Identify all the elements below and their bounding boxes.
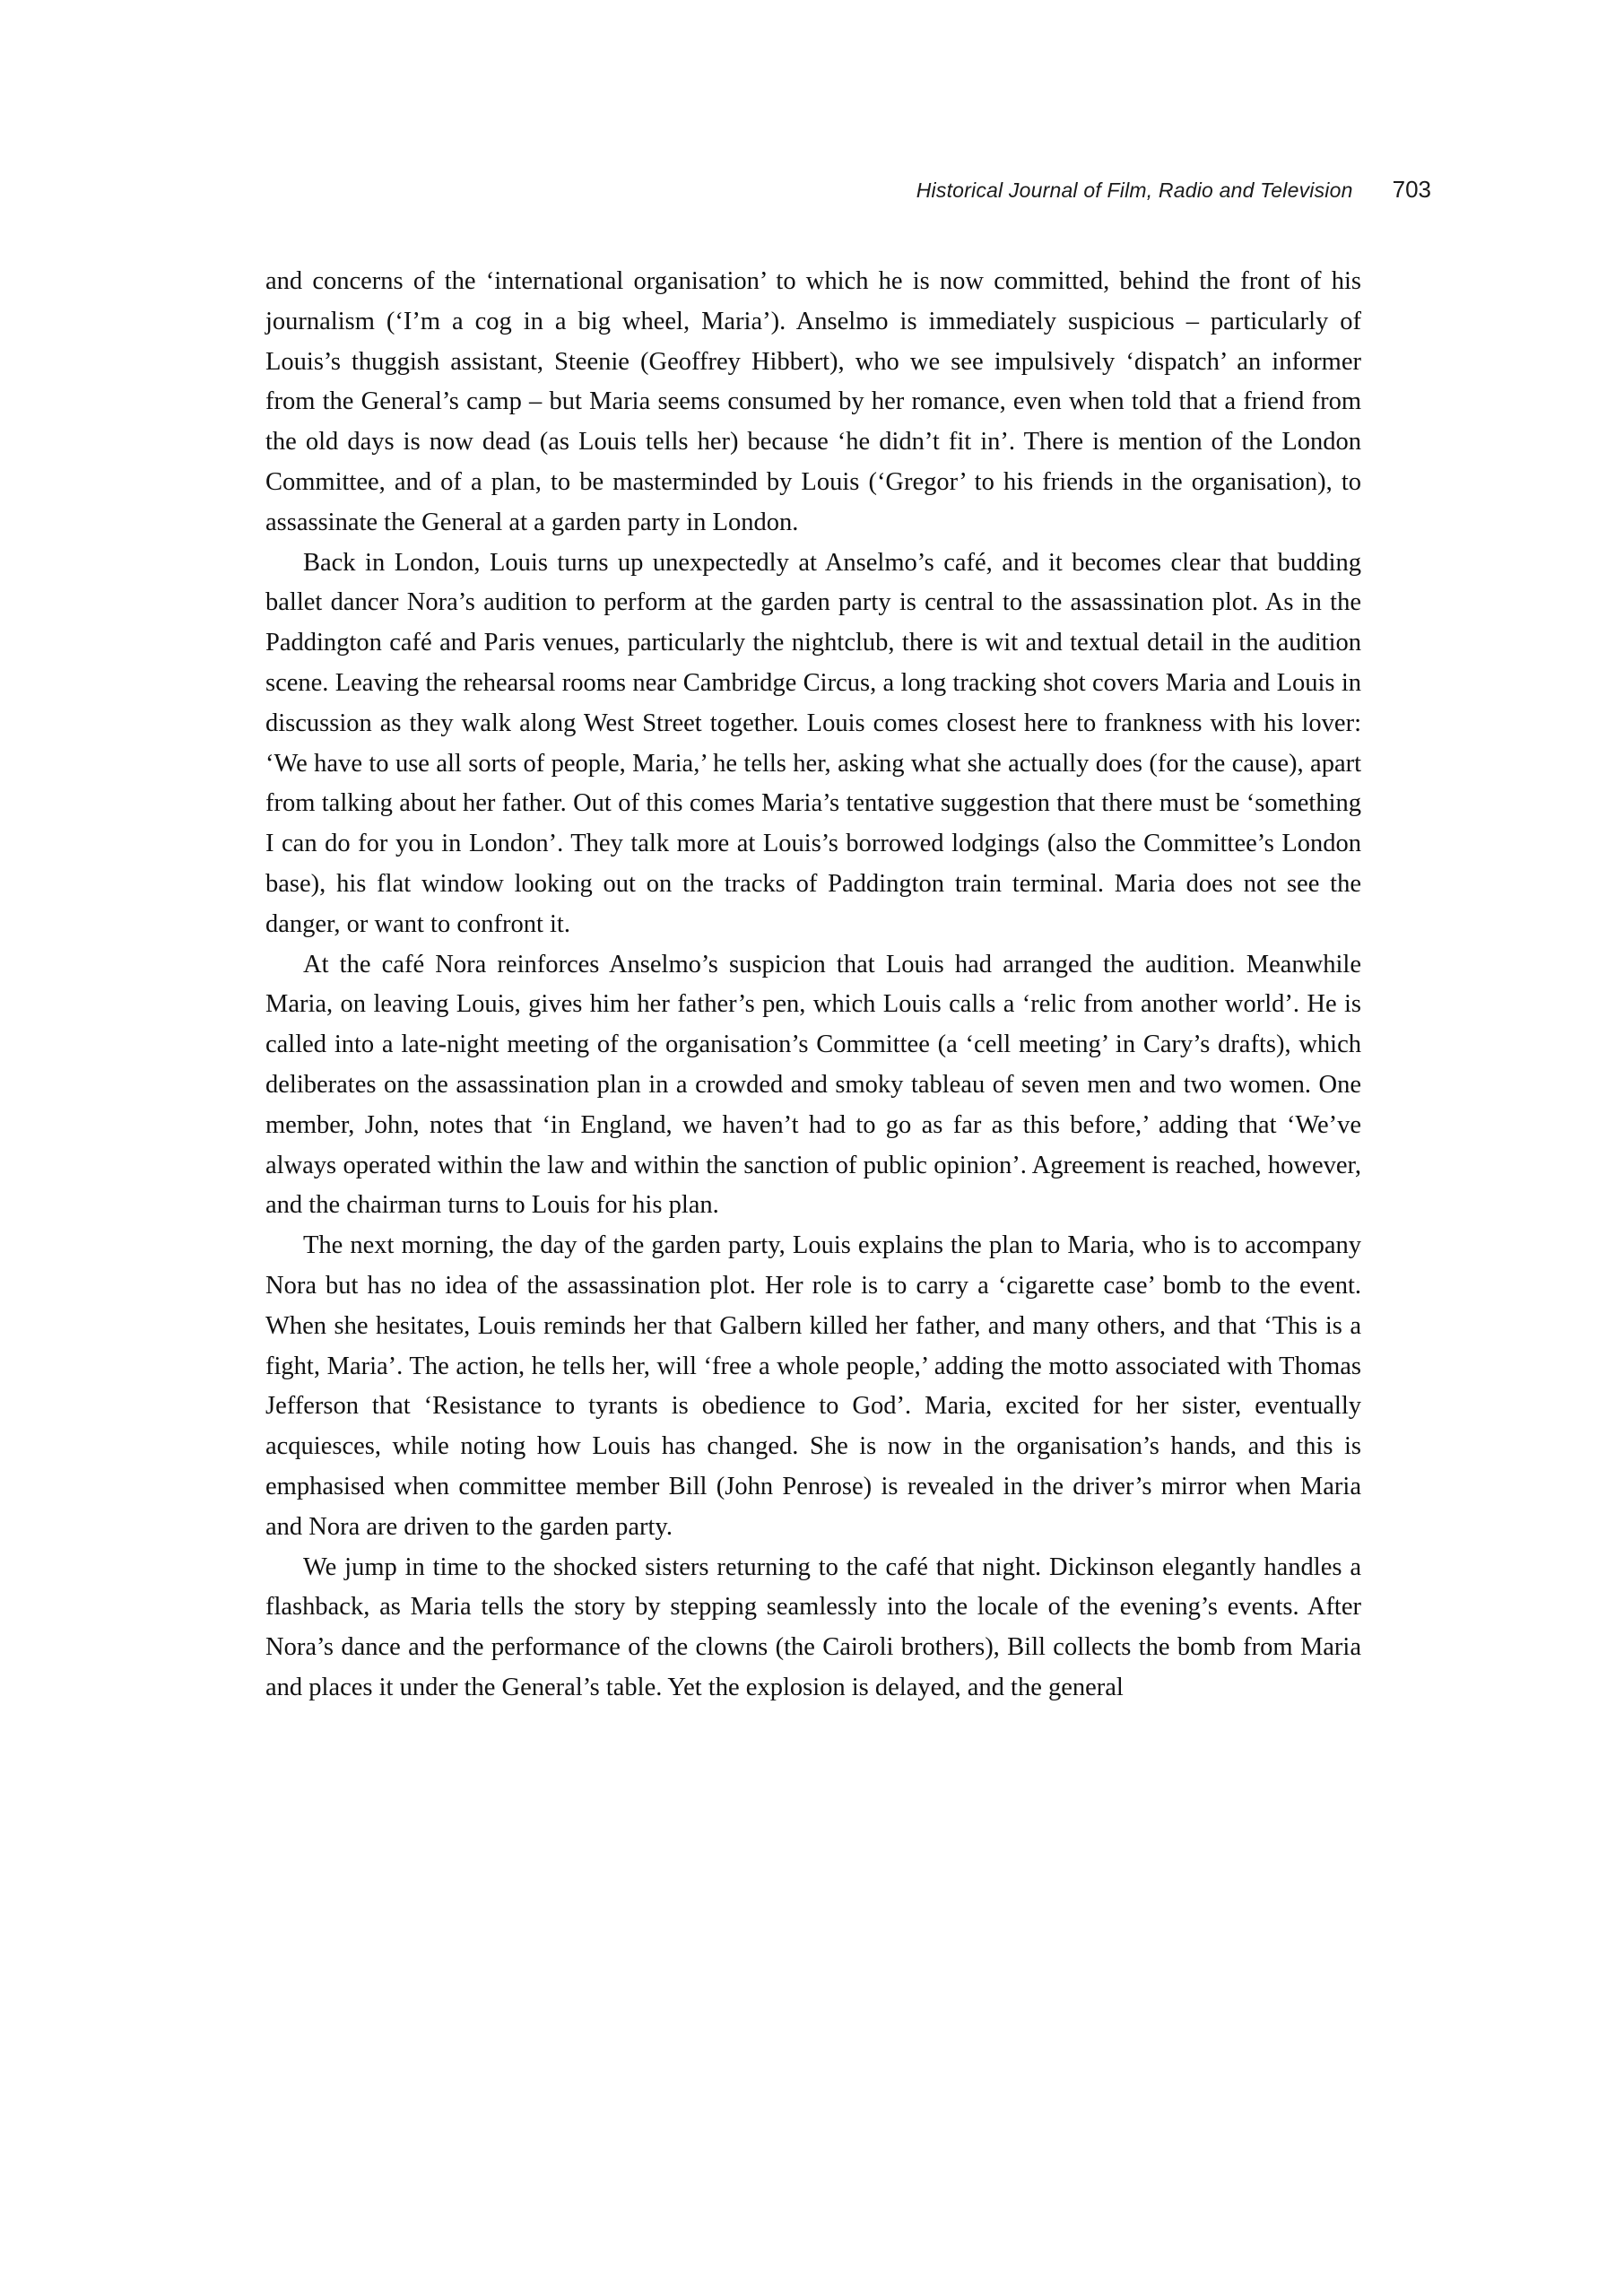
paragraph: At the café Nora reinforces Anselmo’s suspicion that Louis had arranged the audition. Meanwhile Maria, on leaving Louis, gives him her father’s pen, which Louis calls a ‘relic from another world’. He is called into a late-night meeting of the organisation’s Committee (a ‘cell meeting’ in Cary’s drafts), which deliberates on the assassination plan in a crowded and smoky tableau of seven men and two women. One member, John, notes that ‘in England, we haven’t had to go as far as this before,’ adding that ‘We’ve always operated within the law and within the sanction of public opinion’. Agreement is reached, however, and the chairman turns to Louis for his plan. [265, 950, 1361, 1220]
journal-title: Historical Journal of Film, Radio and Television [916, 178, 1353, 202]
paragraph: We jump in time to the shocked sisters returning to the café that night. Dickinson elegantly handles a flashback, as Maria tells the story by stepping seamlessly into the locale of the evening’s events. After Nora’s dance and the performance of the clowns (the Cairoli brothers), Bill collects the bomb from Maria and places it under the General’s table. Yet the explosion is delayed, and the general [265, 1552, 1361, 1701]
paragraph: and concerns of the ‘international organisation’ to which he is now committed, behind the front of his journalism (‘I’m a cog in a big wheel, Maria’). Anselmo is immediately suspicious – particularly of Louis’s thuggish assistant, Steenie (Geoffrey Hibbert), who we see impulsively ‘dispatch’ an informer from the General’s camp – but Maria seems consumed by her romance, even when told that a friend from the old days is now dead (as Louis tells her) because ‘he didn’t fit in’. There is mention of the London Committee, and of a plan, to be masterminded by Louis (‘Gregor’ to his friends in the organisation), to assassinate the General at a garden party in London. [265, 267, 1361, 536]
paragraph: Back in London, Louis turns up unexpectedly at Anselmo’s café, and it becomes clear that budding ballet dancer Nora’s audition to perform at the garden party is central to the assassination plot. As in the Paddington café and Paris venues, particularly the nightclub, there is wit and textual detail in the audition scene. Leaving the rehearsal rooms near Cambridge Circus, a long tracking shot covers Maria and Louis in discussion as they walk along West Street together. Louis comes closest here to frankness with his lover: ‘We have to use all sorts of people, Maria,’ he tells her, asking what she actually does (for the cause), apart from talking about her father. Out of this comes Maria’s tentative suggestion that there must be ‘something I can do for you in London’. They talk more at Louis’s borrowed lodgings (also the Committee’s London base), his flat window looking out on the tracks of Paddington train terminal. Maria does not see the danger, or want to confront it. [265, 548, 1361, 938]
running-head [265, 176, 1431, 204]
article-body [265, 262, 1361, 1709]
page-number: 703 [1392, 176, 1431, 203]
paragraph: The next morning, the day of the garden party, Louis explains the plan to Maria, who is to accompany Nora but has no idea of the assassination plot. Her role is to carry a ‘cigarette case’ bomb to the event. When she hesitates, Louis reminds her that Galbern killed her father, and many others, and that ‘This is a fight, Maria’. The action, he tells her, will ‘free a whole people,’ adding the motto associated with Thomas Jefferson that ‘Resistance to tyrants is obedience to God’. Maria, excited for her sister, eventually acquiesces, while noting how Louis has changed. She is now in the organisation’s hands, and this is emphasised when committee member Bill (John Penrose) is revealed in the driver’s mirror when Maria and Nora are driven to the garden party. [265, 1231, 1361, 1541]
